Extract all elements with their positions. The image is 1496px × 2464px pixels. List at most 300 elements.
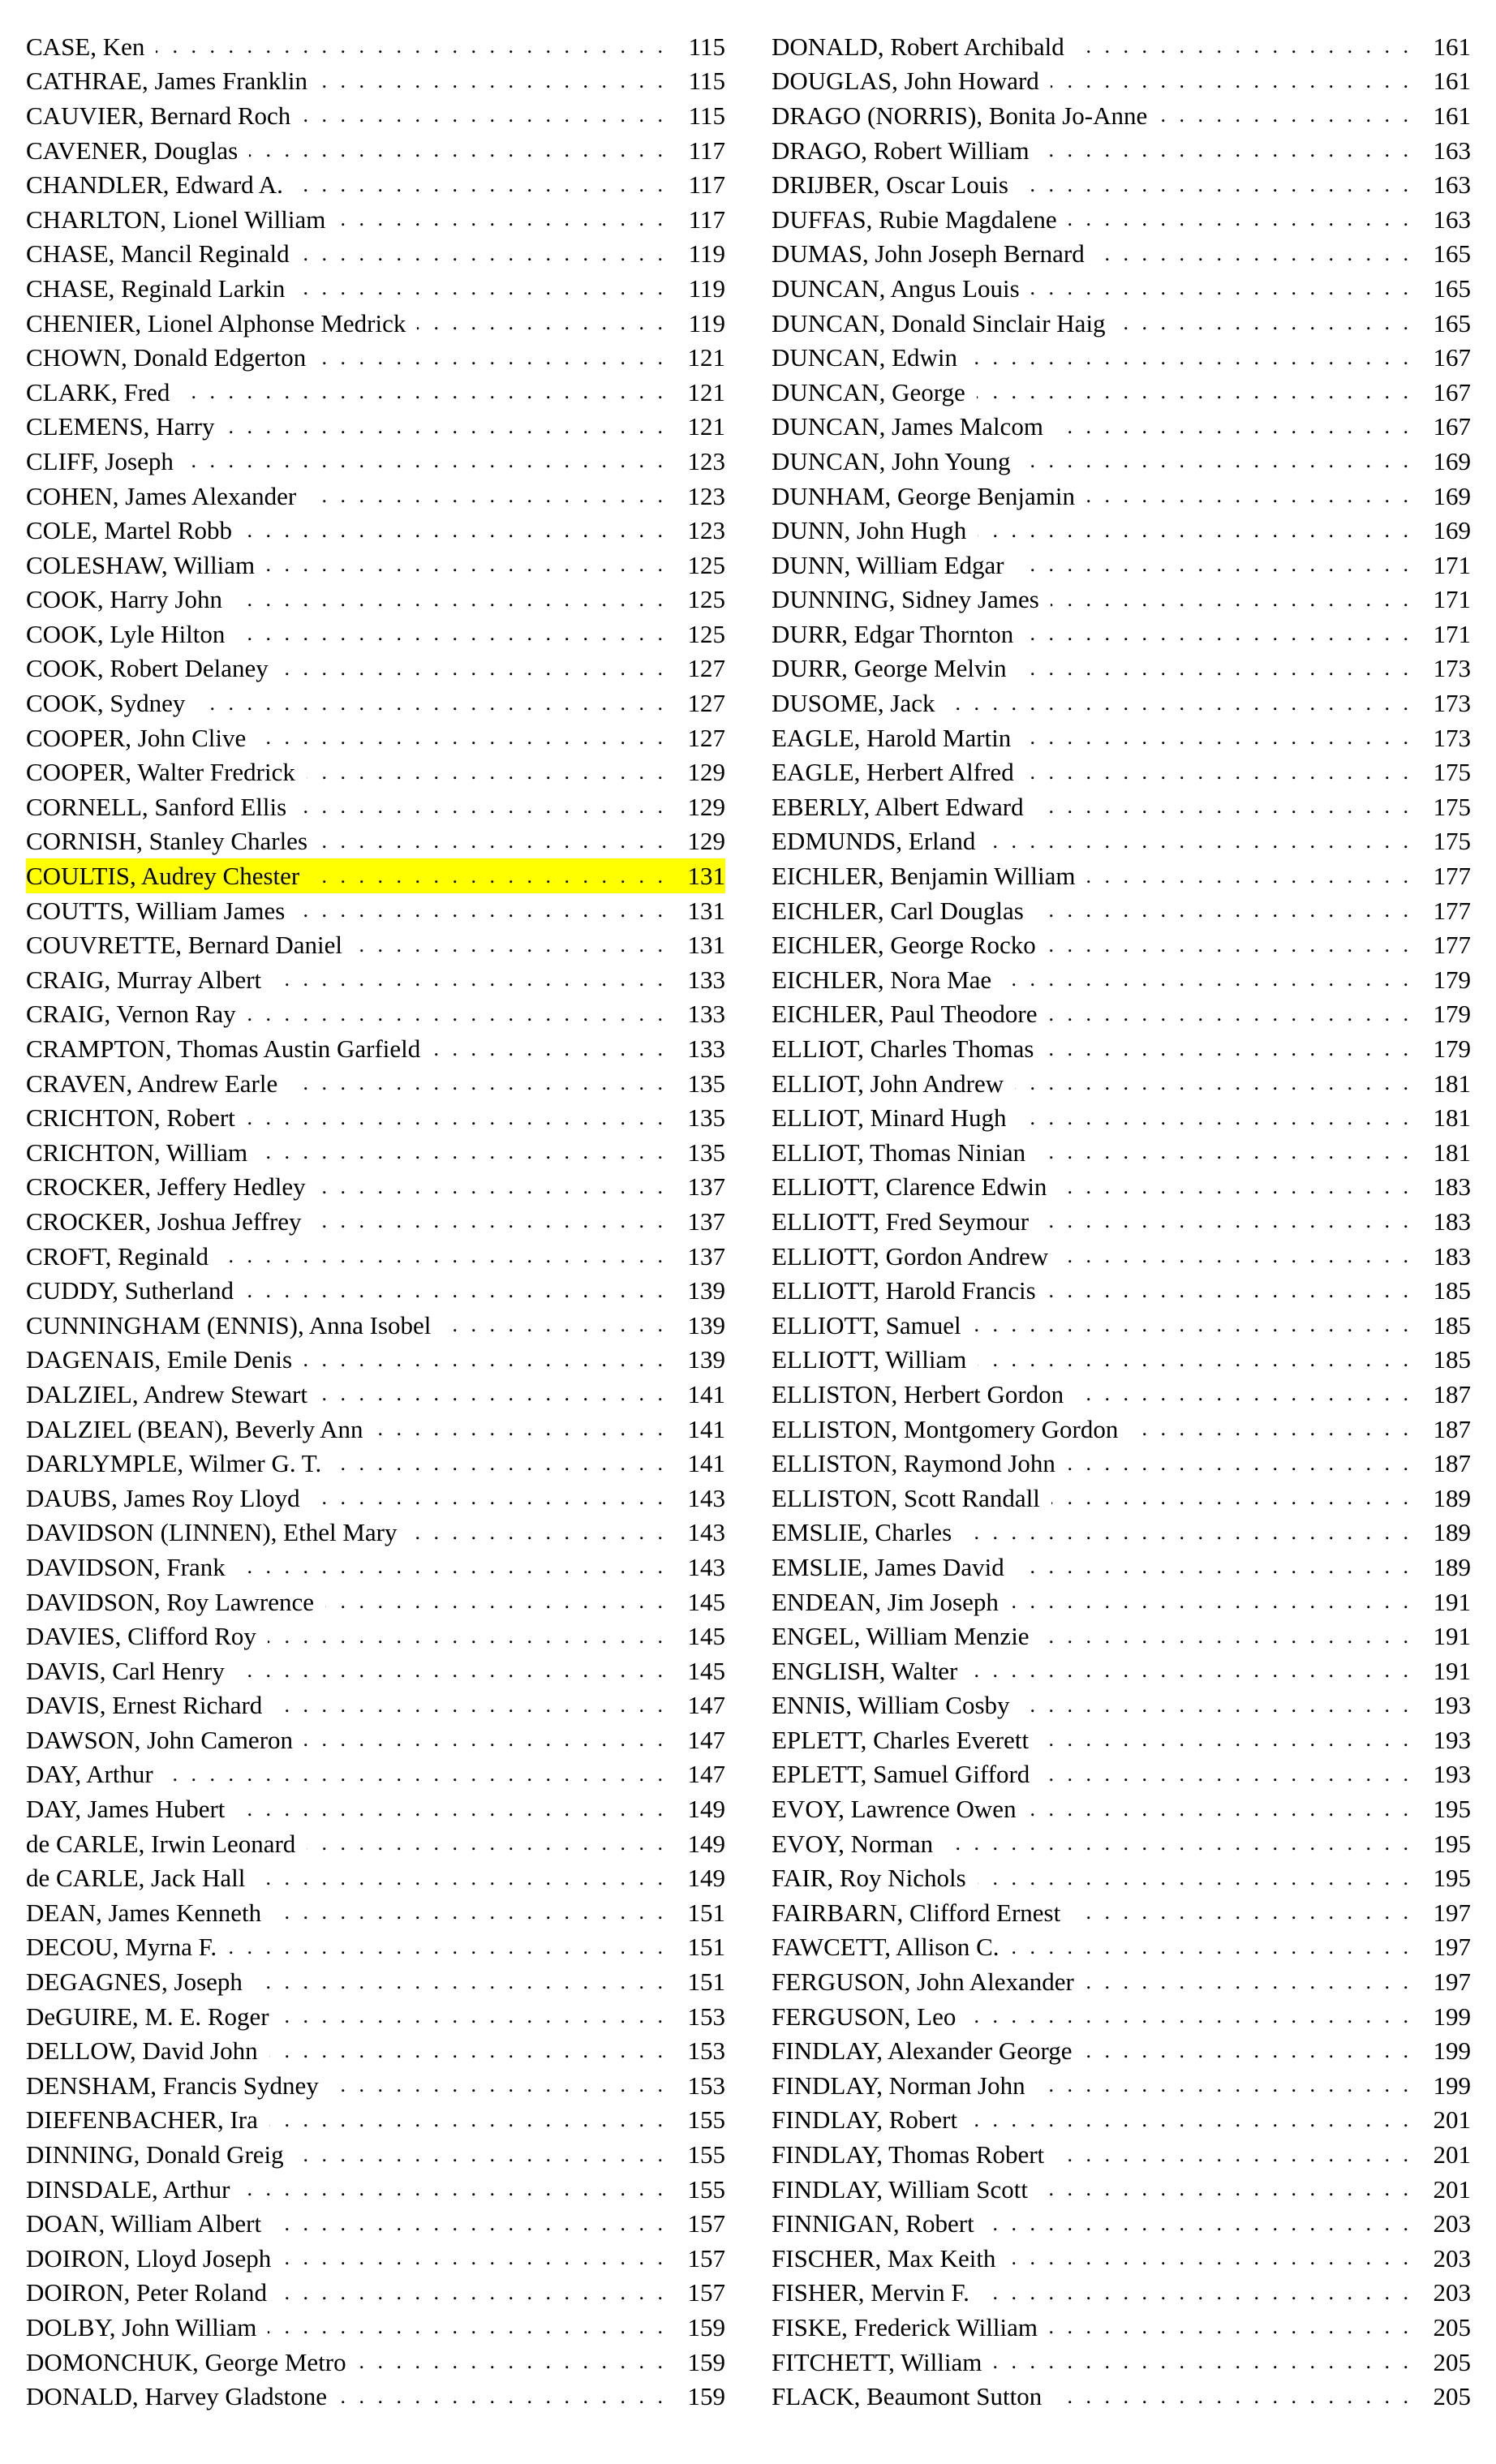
entry-page-number: 131 (687, 931, 725, 960)
entry-name: DAGENAIS, Emile Denis (26, 1345, 293, 1374)
dot-leader (1075, 1383, 1412, 1404)
entry-name: CLIFF, Joseph (26, 446, 174, 475)
index-entry (26, 1619, 725, 1653)
index-entry (772, 2379, 1471, 2414)
dot-leader (354, 935, 667, 956)
entry-page-number: 195 (1433, 1829, 1471, 1858)
entry-page-number: 171 (1433, 550, 1471, 579)
entry-name: COUVRETTE, Bernard Daniel (26, 931, 342, 960)
entry-page-number: 197 (1433, 1933, 1471, 1962)
dot-leader (1011, 1937, 1412, 1958)
entry-name: DALZIEL (BEAN), Beverly Ann (26, 1414, 363, 1443)
entry-name: DRAGO, Robert William (772, 135, 1030, 165)
entry-name: COHEN, James Alexander (26, 481, 297, 510)
index-entry (26, 1999, 725, 2034)
index-entry (772, 167, 1471, 202)
entry-page-number: 159 (687, 2347, 725, 2376)
entry-name: CRICHTON, Robert (26, 1103, 235, 1133)
index-entry (772, 2137, 1471, 2172)
dot-leader (969, 1660, 1412, 1681)
entry-page-number: 137 (687, 1172, 725, 1202)
entry-name: DAVIDSON, Frank (26, 1552, 226, 1581)
entry-page-number: 153 (687, 2036, 725, 2066)
dot-leader (317, 1176, 667, 1198)
index-entry (772, 2172, 1471, 2207)
entry-name: CHOWN, Donald Edgerton (26, 343, 307, 372)
dot-leader (1058, 1176, 1412, 1198)
entry-page-number: 151 (687, 1967, 725, 1997)
index-entry (26, 1585, 725, 1619)
dot-leader (981, 2282, 1412, 2303)
entry-name: CHASE, Reginald Larkin (26, 273, 286, 303)
entry-name: DUNCAN, Angus Louis (772, 273, 1020, 303)
entry-name: DURR, Edgar Thornton (772, 619, 1014, 648)
index-entry (772, 306, 1471, 341)
entry-name: DUNCAN, John Young (772, 446, 1011, 475)
entry-page-number: 195 (1433, 1864, 1471, 1893)
index-entry (26, 306, 725, 341)
entry-name: DINNING, Donald Greig (26, 2140, 284, 2169)
dot-leader (278, 2282, 667, 2303)
entry-page-number: 199 (1433, 2036, 1471, 2066)
entry-page-number: 159 (687, 2312, 725, 2341)
index-entry (772, 1066, 1471, 1101)
index-entry (772, 1446, 1471, 1481)
dot-leader (296, 277, 667, 299)
entry-name: FERGUSON, Leo (772, 2002, 956, 2031)
index-entry (772, 444, 1471, 479)
dot-leader (319, 1383, 667, 1404)
index-entry (772, 410, 1471, 445)
index-entry (26, 29, 725, 64)
entry-page-number: 169 (1433, 446, 1471, 475)
entry-name: COLE, Martel Robb (26, 516, 232, 545)
entry-name: DONALD, Robert Archibald (772, 32, 1064, 61)
index-entry (26, 1550, 725, 1585)
dot-leader (273, 1695, 667, 1716)
dot-leader (269, 2109, 667, 2131)
dot-leader (313, 1210, 667, 1232)
entry-name: ELLIOT, Thomas Ninian (772, 1137, 1026, 1167)
dot-leader (1117, 312, 1412, 333)
index-entry (26, 927, 725, 962)
entry-name: ENGLISH, Walter (772, 1656, 958, 1685)
entry-page-number: 181 (1433, 1137, 1471, 1167)
dot-leader (256, 1868, 667, 1889)
index-entry (26, 237, 725, 272)
index-entry (26, 1204, 725, 1239)
index-entry (772, 1860, 1471, 1895)
entry-page-number: 157 (687, 2278, 725, 2307)
entry-page-number: 185 (1433, 1310, 1471, 1340)
dot-leader (1031, 277, 1412, 299)
index-entry-highlighted (26, 858, 725, 893)
entry-page-number: 137 (687, 1241, 725, 1271)
entry-page-number: 123 (687, 516, 725, 545)
dot-leader (247, 1004, 667, 1025)
entry-name: CRAMPTON, Thomas Austin Garfield (26, 1034, 421, 1064)
entry-page-number: 153 (687, 2071, 725, 2100)
entry-page-number: 163 (1433, 135, 1471, 165)
dot-leader (1084, 2040, 1412, 2062)
index-entry (772, 1100, 1471, 1135)
dot-leader (296, 900, 667, 921)
index-entry (26, 548, 725, 583)
entry-page-number: 117 (688, 170, 725, 200)
entry-page-number: 125 (687, 585, 725, 614)
entry-name: CRICHTON, William (26, 1137, 248, 1167)
dot-leader (319, 71, 667, 92)
entry-page-number: 175 (1433, 827, 1471, 856)
entry-page-number: 177 (1433, 931, 1471, 960)
dot-leader (408, 1522, 667, 1543)
dot-leader (1018, 1107, 1412, 1129)
dot-leader (236, 1799, 667, 1820)
entry-page-number: 131 (687, 862, 725, 891)
index-entry (26, 2310, 725, 2345)
dot-leader (977, 381, 1412, 402)
entry-page-number: 141 (687, 1379, 725, 1408)
index-entry (772, 1135, 1471, 1170)
entry-name: DRIJBER, Oscar Louis (772, 170, 1008, 200)
entry-name: ENDEAN, Jim Joseph (772, 1587, 999, 1616)
dot-leader (273, 969, 667, 990)
index-entry (772, 1930, 1471, 1965)
entry-page-number: 121 (687, 377, 725, 406)
dot-leader (298, 796, 667, 817)
entry-page-number: 115 (688, 67, 725, 96)
index-entry (772, 1412, 1471, 1447)
entry-name: DECOU, Myrna F. (26, 1933, 217, 1962)
entry-name: COUTTS, William James (26, 896, 286, 925)
index-entry (772, 64, 1471, 99)
index-entry (772, 617, 1471, 651)
dot-leader (304, 1729, 667, 1750)
entry-name: ELLIOTT, Gordon Andrew (772, 1241, 1049, 1271)
entry-name: FINDLAY, Robert (772, 2105, 958, 2135)
index-entry (26, 893, 725, 928)
dot-leader (1037, 1142, 1412, 1163)
dot-leader (268, 2316, 667, 2337)
entry-name: EVOY, Norman (772, 1829, 934, 1858)
index-entry (772, 2206, 1471, 2241)
entry-page-number: 199 (1433, 2071, 1471, 2100)
entry-page-number: 165 (1433, 308, 1471, 338)
dot-leader (301, 243, 667, 264)
index-entry (772, 686, 1471, 720)
dot-leader (241, 2178, 667, 2200)
dot-leader (1022, 727, 1412, 748)
dot-leader (228, 1937, 667, 1958)
index-entry (772, 1377, 1471, 1412)
entry-page-number: 135 (687, 1137, 725, 1167)
index-entry (772, 720, 1471, 755)
index-entry (772, 893, 1471, 928)
entry-name: DOLBY, John William (26, 2312, 257, 2341)
entry-page-number: 197 (1433, 1967, 1471, 1997)
entry-name: ENNIS, William Cosby (772, 1691, 1010, 1720)
entry-page-number: 153 (687, 2002, 725, 2031)
index-entry (26, 375, 725, 410)
index-entry (772, 340, 1471, 375)
dot-leader (236, 1660, 667, 1681)
index-entry (772, 1653, 1471, 1688)
entry-page-number: 127 (687, 689, 725, 718)
dot-leader (375, 1418, 667, 1439)
entry-name: CATHRAE, James Franklin (26, 67, 308, 96)
entry-page-number: 123 (687, 446, 725, 475)
entry-page-number: 199 (1433, 2002, 1471, 2031)
entry-page-number: 201 (1433, 2174, 1471, 2204)
entry-page-number: 129 (687, 758, 725, 787)
index-entry (772, 1308, 1471, 1343)
entry-name: COOK, Sydney (26, 689, 186, 718)
dot-leader (986, 2213, 1412, 2234)
entry-page-number: 187 (1433, 1379, 1471, 1408)
entry-page-number: 141 (687, 1449, 725, 1478)
index-entry (26, 1688, 725, 1723)
entry-name: CHANDLER, Edward A. (26, 170, 283, 200)
dot-leader (1003, 969, 1412, 990)
dot-leader (245, 1280, 667, 1301)
dot-leader (1085, 1972, 1412, 1993)
dot-leader (325, 1591, 667, 1612)
entry-name: CORNISH, Stanley Charles (26, 827, 308, 856)
entry-name: DOIRON, Peter Roland (26, 2278, 268, 2307)
entry-page-number: 155 (687, 2140, 725, 2169)
dot-leader (181, 381, 667, 402)
index-entry (772, 1516, 1471, 1550)
entry-page-number: 203 (1433, 2278, 1471, 2307)
index-entry (26, 1895, 725, 1930)
entry-name: EDMUNDS, Erland (772, 827, 976, 856)
index-entry (772, 1031, 1471, 1066)
entry-page-number: 169 (1433, 481, 1471, 510)
dot-leader (417, 312, 667, 333)
entry-page-number: 181 (1433, 1103, 1471, 1133)
dot-leader (338, 2386, 667, 2407)
index-entry (772, 927, 1471, 962)
entry-page-number: 155 (687, 2105, 725, 2135)
entry-name: CORNELL, Sanford Ellis (26, 792, 287, 821)
entry-page-number: 161 (1433, 32, 1471, 61)
index-entry (26, 2276, 725, 2311)
index-entry (26, 2068, 725, 2103)
entry-name: DeGUIRE, M. E. Roger (26, 2002, 269, 2031)
entry-name: DUSOME, Jack (772, 689, 935, 718)
index-entry (26, 962, 725, 997)
entry-name: DUMAS, John Joseph Bernard (772, 239, 1085, 269)
index-entry (26, 479, 725, 514)
dot-leader (281, 2006, 667, 2027)
index-entry (26, 1791, 725, 1826)
entry-name: COLESHAW, William (26, 550, 256, 579)
index-entry (26, 1412, 725, 1447)
dot-leader (311, 866, 667, 887)
entry-page-number: 147 (687, 1691, 725, 1720)
entry-page-number: 115 (688, 32, 725, 61)
entry-page-number: 197 (1433, 1898, 1471, 1927)
entry-name: CRAIG, Vernon Ray (26, 1000, 236, 1029)
index-entry (772, 789, 1471, 824)
dot-leader (254, 1972, 667, 1993)
dot-leader (969, 347, 1412, 368)
entry-name: DUNN, William Edgar (772, 550, 1004, 579)
dot-leader (1041, 140, 1412, 161)
index-column-left (26, 29, 725, 2414)
entry-name: EAGLE, Herbert Alfred (772, 758, 1014, 787)
entry-name: DELLOW, David John (26, 2036, 258, 2066)
entry-page-number: 149 (687, 1829, 725, 1858)
index-entry (772, 651, 1471, 686)
index-entry (772, 1619, 1471, 1653)
index-entry (26, 583, 725, 617)
index-column-right (772, 29, 1471, 2414)
dot-leader (1051, 589, 1412, 610)
entry-name: ELLISTON, Herbert Gordon (772, 1379, 1064, 1408)
entry-page-number: 203 (1433, 2209, 1471, 2238)
dot-leader (1041, 1626, 1412, 1647)
entry-page-number: 133 (687, 1034, 725, 1064)
index-entry (772, 1550, 1471, 1585)
dot-leader (268, 1626, 667, 1647)
dot-leader (1021, 1695, 1412, 1716)
entry-page-number: 191 (1433, 1622, 1471, 1651)
entry-page-number: 185 (1433, 1276, 1471, 1305)
entry-name: FAWCETT, Allison C. (772, 1933, 999, 1962)
index-entry (26, 1066, 725, 1101)
dot-leader (1096, 243, 1412, 264)
dot-leader (1040, 1210, 1412, 1232)
entry-page-number: 189 (1433, 1518, 1471, 1547)
dot-leader (266, 554, 667, 575)
entry-page-number: 183 (1433, 1172, 1471, 1202)
entry-name: CAUVIER, Bernard Roch (26, 101, 291, 130)
entry-name: DAVIDSON (LINNEN), Ethel Mary (26, 1518, 398, 1547)
entry-name: DINSDALE, Arthur (26, 2174, 230, 2204)
index-entry (26, 513, 725, 548)
dot-leader (1159, 105, 1412, 126)
entry-page-number: 133 (687, 1000, 725, 1029)
entry-name: DUNNING, Sidney James (772, 585, 1039, 614)
index-entry (772, 997, 1471, 1032)
dot-leader (1053, 2386, 1412, 2407)
dot-leader (1039, 2178, 1412, 2200)
entry-page-number: 127 (687, 723, 725, 752)
index-entry (772, 548, 1471, 583)
index-entry (26, 2345, 725, 2380)
entry-name: DUFFAS, Rubie Magdalene (772, 204, 1057, 234)
index-entry (772, 2276, 1471, 2311)
dot-leader (1049, 2316, 1412, 2337)
entry-name: ELLISTON, Montgomery Gordon (772, 1414, 1119, 1443)
entry-name: DEAN, James Kenneth (26, 1898, 262, 1927)
entry-page-number: 119 (688, 273, 725, 303)
index-entry (772, 1722, 1471, 1757)
entry-name: DRAGO (NORRIS), Bonita Jo-Anne (772, 101, 1148, 130)
dot-leader (947, 693, 1413, 714)
entry-name: EAGLE, Harold Martin (772, 723, 1012, 752)
entry-name: FISHER, Mervin F. (772, 2278, 969, 2307)
dot-leader (1037, 2075, 1412, 2096)
index-entry (26, 2379, 725, 2414)
entry-page-number: 189 (1433, 1483, 1471, 1512)
index-entry (772, 1585, 1471, 1619)
entry-page-number: 187 (1433, 1449, 1471, 1478)
entry-name: CROFT, Reginald (26, 1241, 209, 1271)
entry-name: ELLIOT, Minard Hugh (772, 1103, 1007, 1133)
entry-page-number: 159 (687, 2382, 725, 2411)
entry-name: CRAVEN, Andrew Earle (26, 1069, 278, 1098)
index-entry (26, 1722, 725, 1757)
dot-leader (269, 2040, 667, 2062)
dot-leader (317, 347, 667, 368)
entry-page-number: 191 (1433, 1587, 1471, 1616)
dot-leader (1020, 174, 1412, 196)
entry-name: FISKE, Frederick William (772, 2312, 1038, 2341)
dot-leader (432, 1038, 667, 1060)
index-entry (26, 617, 725, 651)
entry-page-number: 167 (1433, 412, 1471, 441)
dot-leader (226, 416, 667, 437)
dot-leader (1007, 2247, 1412, 2268)
entry-name: DOIRON, Lloyd Joseph (26, 2243, 272, 2273)
entry-page-number: 173 (1433, 723, 1471, 752)
dot-leader (973, 1314, 1412, 1335)
entry-name: EICHLER, Carl Douglas (772, 896, 1024, 925)
entry-page-number: 169 (1433, 516, 1471, 545)
entry-page-number: 135 (687, 1069, 725, 1098)
entry-name: DOMONCHUK, George Metro (26, 2347, 346, 2376)
dot-leader (1025, 623, 1412, 644)
entry-name: CHARLTON, Lionel William (26, 204, 326, 234)
entry-name: COOK, Lyle Hilton (26, 619, 226, 648)
dot-leader (319, 831, 667, 852)
entry-name: DONALD, Harvey Gladstone (26, 2382, 328, 2411)
entry-name: DUNCAN, James Malcom (772, 412, 1043, 441)
entry-name: COOPER, John Clive (26, 723, 247, 752)
entry-page-number: 165 (1433, 273, 1471, 303)
dot-leader (963, 1522, 1412, 1543)
index-entry (26, 2241, 725, 2276)
entry-name: DURR, George Melvin (772, 654, 1007, 683)
entry-page-number: 157 (687, 2243, 725, 2273)
index-entry (772, 271, 1471, 306)
index-entry (26, 997, 725, 1032)
entry-name: DOAN, William Albert (26, 2209, 262, 2238)
entry-name: ELLISTON, Raymond John (772, 1449, 1055, 1478)
entry-page-number: 187 (1433, 1414, 1471, 1443)
entry-name: EICHLER, Paul Theodore (772, 1000, 1038, 1029)
dot-leader (1035, 796, 1412, 817)
entry-name: DALZIEL, Andrew Stewart (26, 1379, 307, 1408)
entry-page-number: 137 (687, 1206, 725, 1236)
entry-name: ENGEL, William Menzie (772, 1622, 1030, 1651)
dot-leader (1016, 554, 1412, 575)
entry-page-number: 193 (1433, 1725, 1471, 1754)
entry-page-number: 139 (687, 1310, 725, 1340)
index-entry (772, 202, 1471, 237)
entry-name: COULTIS, Audrey Chester (26, 862, 300, 891)
dot-leader (978, 1868, 1412, 1889)
index-entry (26, 1481, 725, 1516)
entry-page-number: 143 (687, 1518, 725, 1547)
entry-page-number: 181 (1433, 1069, 1471, 1098)
dot-leader (1022, 450, 1412, 471)
index-entry (26, 444, 725, 479)
index-entry (772, 1964, 1471, 1999)
entry-page-number: 135 (687, 1103, 725, 1133)
